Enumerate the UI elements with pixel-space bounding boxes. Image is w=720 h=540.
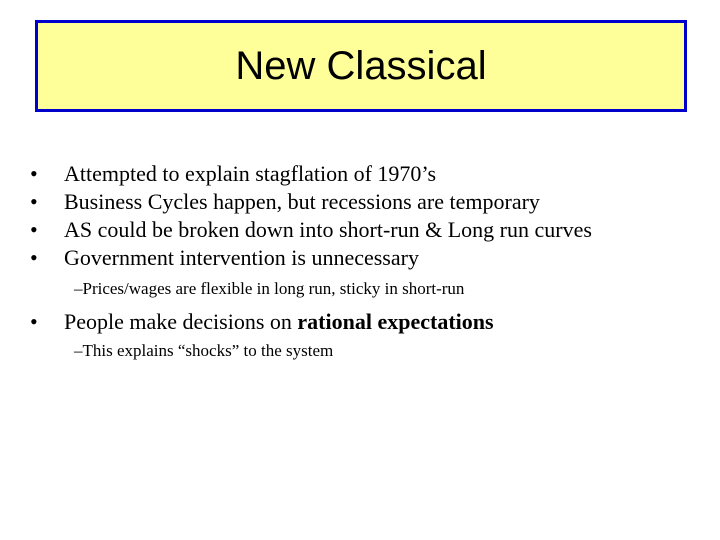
bullet-text: AS could be broken down into short-run & Long run curves bbox=[64, 217, 592, 242]
slide-title: New Classical bbox=[235, 43, 487, 88]
bullet-icon: • bbox=[30, 217, 38, 242]
bullet-item bbox=[30, 244, 710, 272]
bullet-icon: • bbox=[30, 245, 38, 270]
bullet-icon: • bbox=[30, 189, 38, 214]
bullet-icon: • bbox=[30, 161, 38, 186]
bullet-item bbox=[30, 188, 710, 216]
bullet-item bbox=[30, 308, 710, 336]
bullet-item bbox=[30, 216, 710, 244]
bullet-text: Government intervention is unnecessary bbox=[64, 245, 419, 270]
bullet-text: People make decisions on bbox=[64, 309, 298, 334]
bullet-emphasis: rational expectations bbox=[297, 309, 494, 334]
bullet-icon: • bbox=[30, 309, 38, 334]
bullet-item bbox=[30, 160, 710, 188]
sub-bullet-item: –Prices/wages are flexible in long run, sticky in short-run bbox=[74, 279, 465, 298]
bullet-text: Attempted to explain stagflation of 1970’s bbox=[64, 161, 437, 186]
bullet-list bbox=[30, 160, 710, 362]
sub-bullet-item: –This explains “shocks” to the system bbox=[74, 341, 334, 360]
bullet-text: Business Cycles happen, but recessions are temporary bbox=[64, 189, 540, 214]
title-box bbox=[35, 20, 687, 112]
